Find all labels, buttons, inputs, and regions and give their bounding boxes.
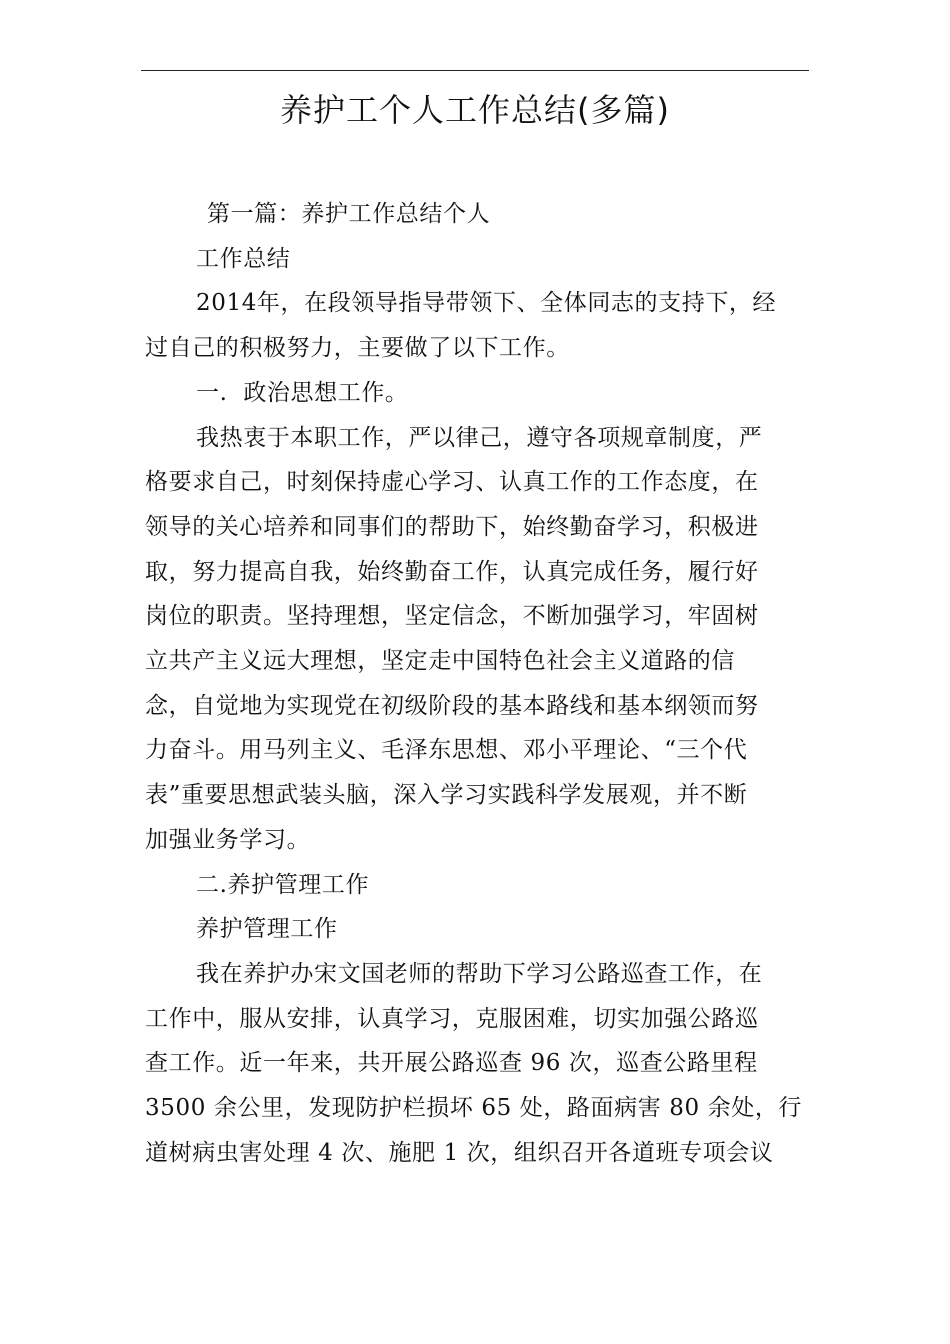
intro-line: 过自己的积极努力，主要做了以下工作。: [145, 335, 570, 362]
paragraph-line: 格要求自己，时刻保持虚心学习、认真工作的工作态度，在: [145, 469, 759, 496]
paragraph-line: 岗位的职责。坚持理想，坚定信念，不断加强学习，牢固树: [145, 603, 759, 630]
paragraph-line: 加强业务学习。: [145, 826, 311, 853]
paragraph-line: 查工作。近一年来，共开展公路巡查 96 次，巡查公路里程: [145, 1050, 758, 1077]
paragraph-line: 我热衷于本职工作，严以律己，遵守各项规章制度，严: [196, 424, 763, 451]
paragraph-line: 立共产主义远大理想，坚定走中国特色社会主义道路的信: [145, 648, 735, 675]
paragraph-line: 3500 余公里，发现防护栏损坏 65 处，路面病害 80 余处，行: [145, 1095, 803, 1122]
section1-heading: 一. 政治思想工作。: [196, 379, 409, 406]
chapter-heading: 第一篇：养护工作总结个人: [207, 201, 491, 227]
paragraph-line: 道树病虫害处理 4 次、施肥 1 次，组织召开各道班专项会议: [145, 1139, 774, 1166]
paragraph-line: 领导的关心培养和同事们的帮助下，始终勤奋学习，积极进: [145, 513, 759, 540]
intro-paragraph: [145, 281, 813, 370]
paragraph-line: 力奋斗。用马列主义、毛泽东思想、邓小平理论、“三个代: [145, 737, 748, 764]
document-body: [145, 192, 813, 1175]
chapter-subtitle: 工作总结: [196, 245, 291, 272]
paragraph-line: 工作中，服从安排，认真学习，克服困难，切实加强公路巡: [145, 1005, 759, 1032]
section1-paragraph: [145, 416, 813, 863]
paragraph-line: 念，自觉地为实现党在初级阶段的基本路线和基本纲领而努: [145, 692, 759, 719]
document-title: 养护工个人工作总结(多篇): [280, 91, 670, 129]
intro-line: 2014年，在段领导指导带领下、全体同志的支持下，经: [196, 290, 777, 317]
section2-paragraph: [145, 952, 813, 1176]
header-rule: [141, 70, 809, 71]
paragraph-line: 表”重要思想武装头脑，深入学习实践科学发展观，并不断: [145, 782, 748, 809]
section2-subheading: 养护管理工作: [196, 916, 338, 943]
paragraph-line: 取，努力提高自我，始终勤奋工作，认真完成任务，履行好: [145, 558, 759, 585]
paragraph-line: 我在养护办宋文国老师的帮助下学习公路巡查工作，在: [196, 960, 763, 987]
section2-heading: 二.养护管理工作: [196, 871, 370, 898]
